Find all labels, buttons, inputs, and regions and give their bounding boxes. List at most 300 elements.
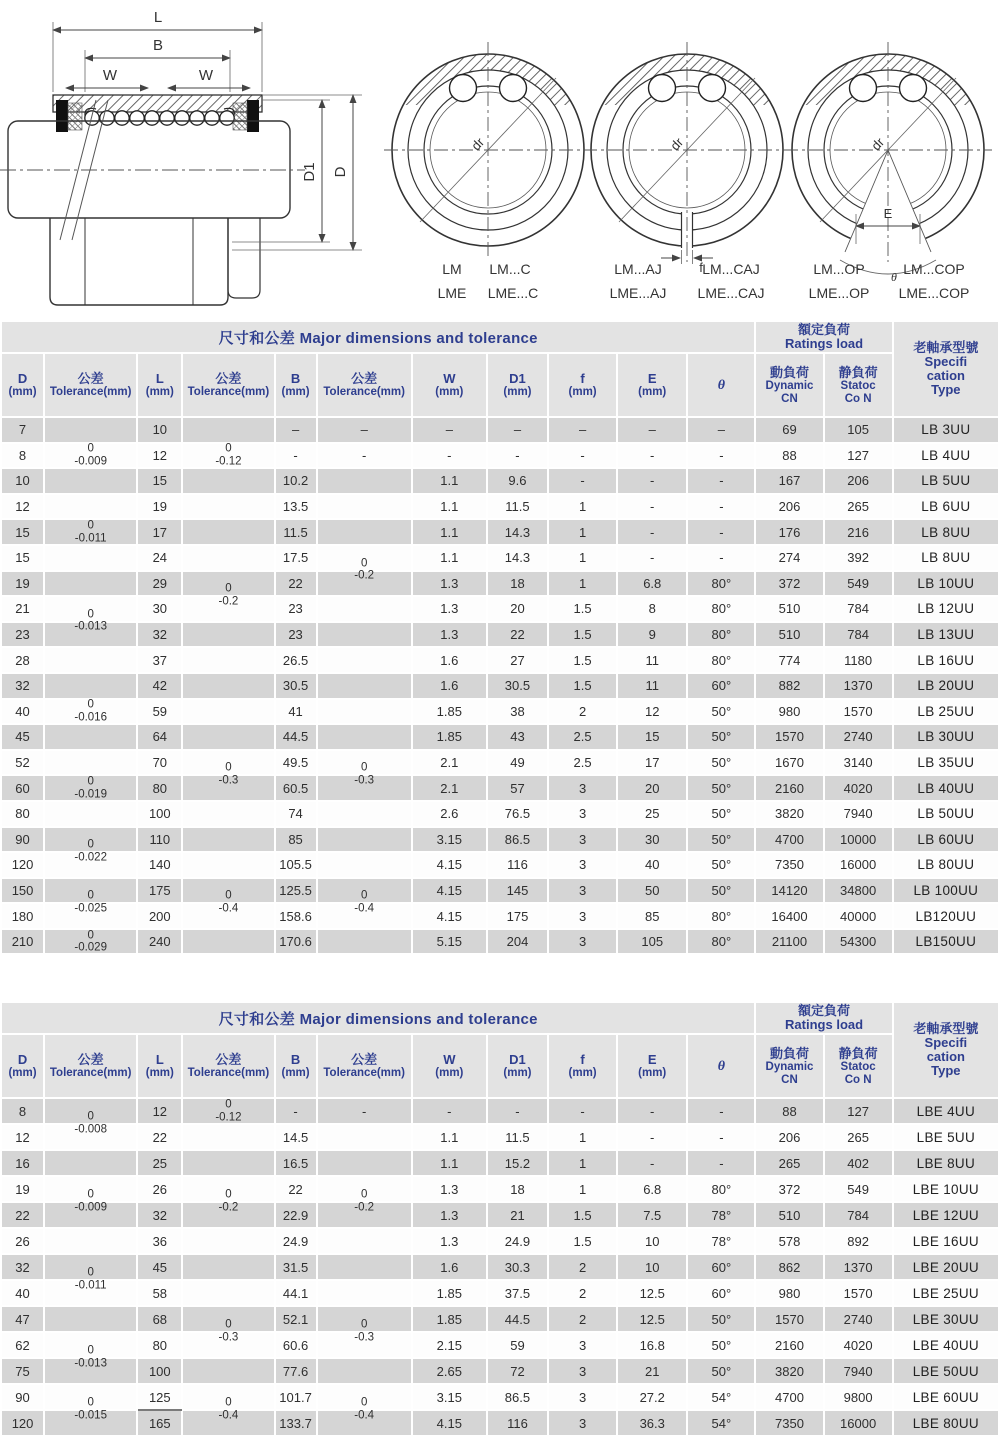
cell (182, 724, 274, 750)
cell: 1 (548, 571, 617, 597)
column-header: B (mm) (275, 353, 317, 417)
table-lb (0, 320, 1000, 955)
cell: 1.3 (412, 1228, 487, 1254)
cell: 49.5 (275, 750, 317, 776)
table-row (1, 724, 999, 750)
dim-label-theta: θ (891, 270, 897, 284)
cell: 2.65 (412, 1358, 487, 1384)
cell: 101.7 (275, 1384, 317, 1410)
cell: 3140 (824, 750, 893, 776)
cell: 175 (487, 903, 548, 929)
cell: 22 (1, 1202, 44, 1228)
cell: 54° (687, 1410, 755, 1436)
cell: 110 (137, 827, 182, 853)
column-header: E (mm) (617, 1034, 687, 1098)
cell: 45 (137, 1254, 182, 1280)
table-row (1, 1176, 999, 1202)
cell: 80 (1, 801, 44, 827)
cell: 3820 (755, 801, 823, 827)
cell: - (617, 1150, 687, 1176)
cell (317, 852, 412, 878)
cell (182, 1202, 274, 1228)
cell (182, 545, 274, 571)
cell (44, 1280, 137, 1306)
cell: 1 (548, 1176, 617, 1202)
cell (182, 827, 274, 853)
cell: 1.1 (412, 468, 487, 494)
tolerance-value: 0 -0.2 (218, 582, 239, 608)
cell: 58 (137, 1280, 182, 1306)
cell (317, 1332, 412, 1358)
cell: 30 (137, 596, 182, 622)
column-header: L (mm) (137, 1034, 182, 1098)
table-row (1, 1202, 999, 1228)
cell: 105 (824, 417, 893, 443)
cell: 50° (687, 827, 755, 853)
cell: 11.5 (275, 519, 317, 545)
tolerance-value: 0 -0.4 (354, 889, 375, 915)
cell (317, 596, 412, 622)
cell: 265 (824, 494, 893, 520)
tolerance-value: 0 -0.013 (74, 608, 107, 633)
cell: 1570 (824, 1280, 893, 1306)
cell: 1570 (755, 724, 823, 750)
cell: LB 60UU (893, 827, 999, 853)
tolerance-value: 0 -0.2 (218, 1188, 239, 1214)
column-header: D1 (mm) (487, 1034, 548, 1098)
cell: 8 (617, 596, 687, 622)
cell: 2160 (755, 1332, 823, 1358)
cell: 240 (137, 929, 182, 955)
cell: 86.5 (487, 827, 548, 853)
cell (44, 1306, 137, 1332)
cell: 90 (1, 1384, 44, 1410)
cell: 40 (1, 699, 44, 725)
cell: 784 (824, 596, 893, 622)
cell: 784 (824, 1202, 893, 1228)
tolerance-value: 0 -0.4 (218, 889, 239, 915)
cell: 216 (824, 519, 893, 545)
cell: LBE 80UU (893, 1410, 999, 1436)
cell: 78° (687, 1228, 755, 1254)
cell: 22 (137, 1124, 182, 1150)
cell: 2.5 (548, 724, 617, 750)
cell: 862 (755, 1254, 823, 1280)
cell: 170.6 (275, 929, 317, 955)
cell: LBE 12UU (893, 1202, 999, 1228)
cell (317, 750, 412, 787)
cell (182, 622, 274, 648)
cell (44, 724, 137, 750)
cell: 1570 (824, 699, 893, 725)
table-row (1, 775, 999, 801)
cell: 80° (687, 596, 755, 622)
tolerance-value: 0 -0.009 (74, 1188, 107, 1214)
cell: 15.2 (487, 1150, 548, 1176)
cell: 4.15 (412, 1410, 487, 1436)
cell: 892 (824, 1228, 893, 1254)
cell (317, 1228, 412, 1254)
cell: 372 (755, 571, 823, 597)
cell (317, 571, 412, 597)
cell: 2740 (824, 1306, 893, 1332)
cell: 60.6 (275, 1332, 317, 1358)
cell: - (687, 468, 755, 494)
cell: 76.5 (487, 801, 548, 827)
cell: LB 100UU (893, 878, 999, 904)
cell: - (687, 1124, 755, 1150)
cell (182, 1384, 274, 1422)
cell: 80° (687, 903, 755, 929)
tolerance-value: 0 -0.008 (74, 1110, 107, 1136)
cell: 26.5 (275, 647, 317, 673)
cell: LB 4UU (893, 443, 999, 469)
cell (182, 468, 274, 494)
cell: LB 20UU (893, 673, 999, 699)
cell: LB120UU (893, 903, 999, 929)
cell: 80° (687, 622, 755, 648)
cell: 125 (137, 1384, 182, 1410)
cell: 14120 (755, 878, 823, 904)
cell: 19 (1, 571, 44, 597)
cell: 23 (275, 622, 317, 648)
ratings-load-header: 額定負荷 Ratings load (755, 1002, 892, 1034)
cell: – (487, 417, 548, 443)
cell: 265 (824, 1124, 893, 1150)
cell (182, 801, 274, 827)
cell: 32 (1, 673, 44, 699)
cell (317, 878, 412, 915)
spec-tables (0, 320, 1000, 1437)
column-header: 静負荷 Statoc Co N (824, 1034, 893, 1098)
cell: 16 (1, 1150, 44, 1176)
cell (317, 1124, 412, 1150)
tolerance-value: 0 -0.009 (74, 442, 107, 468)
cell: 13.5 (275, 494, 317, 520)
column-header: W (mm) (412, 1034, 487, 1098)
cell: 125.5 (275, 878, 317, 904)
dim-label-dr: dr (868, 134, 888, 154)
cell: 15 (1, 545, 44, 571)
cell: 1370 (824, 673, 893, 699)
cell: 1.3 (412, 1176, 487, 1202)
cell: 1670 (755, 750, 823, 776)
cell (317, 1150, 412, 1176)
cell (182, 673, 274, 699)
cell: 4.15 (412, 878, 487, 904)
cell: 1 (548, 1124, 617, 1150)
cell (317, 545, 412, 582)
column-header: f (mm) (548, 1034, 617, 1098)
cell: 2160 (755, 775, 823, 801)
table-row (1, 443, 999, 469)
tolerance-value: 0 -0.4 (218, 1396, 239, 1422)
cell: 1.5 (548, 1202, 617, 1228)
cell (317, 827, 412, 853)
cell (182, 1098, 274, 1124)
cell (182, 596, 274, 622)
cell: 784 (824, 622, 893, 648)
table-row (1, 1124, 999, 1150)
cell: 1.5 (548, 596, 617, 622)
table-row (1, 1098, 999, 1124)
cell: - (617, 494, 687, 520)
cell: 165 (137, 1410, 182, 1436)
cell: 20 (487, 596, 548, 622)
lb-series-table-mount (0, 320, 1000, 955)
tolerance-value: 0 -0.2 (354, 1188, 375, 1214)
cell: 52.1 (275, 1306, 317, 1332)
cell (317, 1384, 412, 1422)
cell: - (412, 443, 487, 469)
cell: 88 (755, 443, 823, 469)
cell: - (275, 1098, 317, 1124)
tolerance-value: 0 -0.011 (74, 1266, 107, 1292)
cell: LB 10UU (893, 571, 999, 597)
cell: 8 (1, 1098, 44, 1124)
cell (182, 1254, 274, 1280)
cell: 1.1 (412, 1150, 487, 1176)
cell: LBE 8UU (893, 1150, 999, 1176)
cell: 80° (687, 571, 755, 597)
cell: 31.5 (275, 1254, 317, 1280)
cell: LB 13UU (893, 622, 999, 648)
cell (317, 1358, 412, 1384)
cell: 29 (137, 571, 182, 597)
cell: 27.2 (617, 1384, 687, 1410)
cell: 54° (687, 1384, 755, 1410)
cell (44, 827, 137, 864)
cell: - (617, 1124, 687, 1150)
cell: 116 (487, 1410, 548, 1436)
cell: 50° (687, 724, 755, 750)
cell: 23 (275, 596, 317, 622)
cell: 1.3 (412, 622, 487, 648)
variant-label: LME...COP (898, 285, 970, 301)
cell: 10 (617, 1228, 687, 1254)
cell (44, 1358, 137, 1384)
cell: - (617, 443, 687, 469)
cell: - (617, 545, 687, 571)
cell (44, 622, 137, 648)
cell: LB 35UU (893, 750, 999, 776)
cell: 44.5 (275, 724, 317, 750)
cell: 40 (1, 1280, 44, 1306)
cell: 50° (687, 775, 755, 801)
cell (44, 417, 137, 443)
tolerance-value: 0 -0.2 (354, 557, 375, 582)
cell (317, 494, 412, 520)
cell: - (687, 519, 755, 545)
cell: 3 (548, 929, 617, 955)
specification-type-header: 老軸承型號 Specifi cation Type (893, 321, 999, 417)
tolerance-value: 0 -0.015 (74, 1396, 107, 1422)
technical-drawings (0, 0, 1000, 320)
tolerance-value: 0 -0.013 (74, 1344, 107, 1370)
cell: 47 (1, 1306, 44, 1332)
cell: - (687, 443, 755, 469)
cell: 6.8 (617, 1176, 687, 1202)
cell: 265 (755, 1150, 823, 1176)
cell: 40 (617, 852, 687, 878)
cell: 19 (1, 1176, 44, 1202)
variant-label: LME...C (487, 285, 539, 301)
table-row (1, 1280, 999, 1306)
cell (44, 775, 137, 801)
cell (44, 878, 137, 915)
cell (182, 929, 274, 955)
cell: 16.8 (617, 1332, 687, 1358)
cell: 22 (275, 571, 317, 597)
lbe-series-table-mount (0, 1001, 1000, 1437)
cell: 200 (137, 903, 182, 929)
cell (317, 775, 412, 801)
cell: 549 (824, 571, 893, 597)
tolerance-value: 0 -0.4 (354, 1396, 375, 1422)
cell (44, 647, 137, 673)
cell: 75 (1, 1358, 44, 1384)
cell: 3 (548, 1410, 617, 1436)
table-row (1, 622, 999, 648)
table-row (1, 827, 999, 853)
table-row (1, 878, 999, 904)
cell: 100 (137, 1358, 182, 1384)
cell (44, 468, 137, 494)
cell: 3 (548, 1332, 617, 1358)
cell (317, 1176, 412, 1214)
table-title: 尺寸和公差 Major dimensions and tolerance (1, 1002, 755, 1034)
cell: 3 (548, 1384, 617, 1410)
cell: 4.15 (412, 903, 487, 929)
cell: 1.1 (412, 494, 487, 520)
cell: 372 (755, 1176, 823, 1202)
cell: 54300 (824, 929, 893, 955)
cell: 86.5 (487, 1384, 548, 1410)
cell: 980 (755, 699, 823, 725)
variant-label: LM...OP (813, 261, 865, 277)
cell: 42 (137, 673, 182, 699)
cell: 2 (548, 1254, 617, 1280)
cell: 21 (1, 596, 44, 622)
cell: 88 (755, 1098, 823, 1124)
column-header: f (mm) (548, 353, 617, 417)
cell: 10000 (824, 827, 893, 853)
cell: 50° (687, 852, 755, 878)
cell: 145 (487, 878, 548, 904)
dim-label-D1: D1 (301, 162, 318, 182)
table-row (1, 1150, 999, 1176)
cell: 16000 (824, 852, 893, 878)
cell: 80° (687, 929, 755, 955)
dim-label-W-right: W (198, 67, 214, 84)
column-header: θ (687, 353, 755, 417)
cell: 30 (617, 827, 687, 853)
cell: 11.5 (487, 494, 548, 520)
cell: LB 8UU (893, 519, 999, 545)
cell: 60.5 (275, 775, 317, 801)
cell: 1.3 (412, 1202, 487, 1228)
cell: 70 (137, 750, 182, 776)
cell: LB 16UU (893, 647, 999, 673)
cell: 127 (824, 1098, 893, 1124)
cell: 18 (487, 571, 548, 597)
dim-label-dr: dr (468, 134, 488, 154)
cell: 120 (1, 852, 44, 878)
cell: 11.5 (487, 1124, 548, 1150)
variant-label: LME...OP (808, 285, 870, 301)
tolerance-value: 0 -0.022 (74, 838, 107, 864)
cell: 16000 (824, 1410, 893, 1436)
cell: 28 (1, 647, 44, 673)
table-row (1, 545, 999, 571)
cell: 1.6 (412, 647, 487, 673)
cell: 17 (137, 519, 182, 545)
cell: 3 (548, 878, 617, 904)
cell (182, 750, 274, 787)
cell (44, 596, 137, 633)
cell: 80° (687, 1176, 755, 1202)
cell: 1.1 (412, 1124, 487, 1150)
cell (317, 1410, 412, 1436)
cell: 510 (755, 1202, 823, 1228)
dim-label-L: L (153, 9, 163, 26)
cell: - (487, 1098, 548, 1124)
cell (44, 571, 137, 597)
cell: 1.5 (548, 1228, 617, 1254)
cell: 37.5 (487, 1280, 548, 1306)
cell: 127 (824, 443, 893, 469)
cell (317, 929, 412, 955)
cell: 578 (755, 1228, 823, 1254)
cell (182, 699, 274, 725)
cell: 120 (1, 1410, 44, 1436)
column-header: D (mm) (1, 1034, 44, 1098)
cell: 80 (137, 1332, 182, 1358)
cell (317, 622, 412, 648)
column-header: 公差 Tolerance(mm) (317, 353, 412, 417)
cell (44, 1332, 137, 1370)
cell: 72 (487, 1358, 548, 1384)
cell (182, 1358, 274, 1384)
cell: 37 (137, 647, 182, 673)
cell: 774 (755, 647, 823, 673)
cell: 59 (487, 1332, 548, 1358)
cell: 7940 (824, 1358, 893, 1384)
cell (44, 1202, 137, 1228)
cell: 1.1 (412, 519, 487, 545)
cell: 2740 (824, 724, 893, 750)
variant-label: LME...AJ (609, 285, 667, 301)
cell: – (412, 417, 487, 443)
cell (44, 750, 137, 776)
tolerance-value: 0 -0.029 (74, 929, 107, 954)
cell (44, 801, 137, 827)
cell: LBE 4UU (893, 1098, 999, 1124)
cell: 32 (137, 1202, 182, 1228)
variant-label: LME...CAJ (697, 285, 765, 301)
cell: 1.85 (412, 724, 487, 750)
cell: 167 (755, 468, 823, 494)
cell: 206 (755, 494, 823, 520)
cell: 2 (548, 1280, 617, 1306)
cell: 1 (548, 545, 617, 571)
cell: 116 (487, 852, 548, 878)
cell: 24.9 (487, 1228, 548, 1254)
end-view-open (782, 0, 994, 320)
tolerance-value: 0 -0.011 (74, 519, 107, 545)
cell (44, 1254, 137, 1292)
cell: 21 (617, 1358, 687, 1384)
